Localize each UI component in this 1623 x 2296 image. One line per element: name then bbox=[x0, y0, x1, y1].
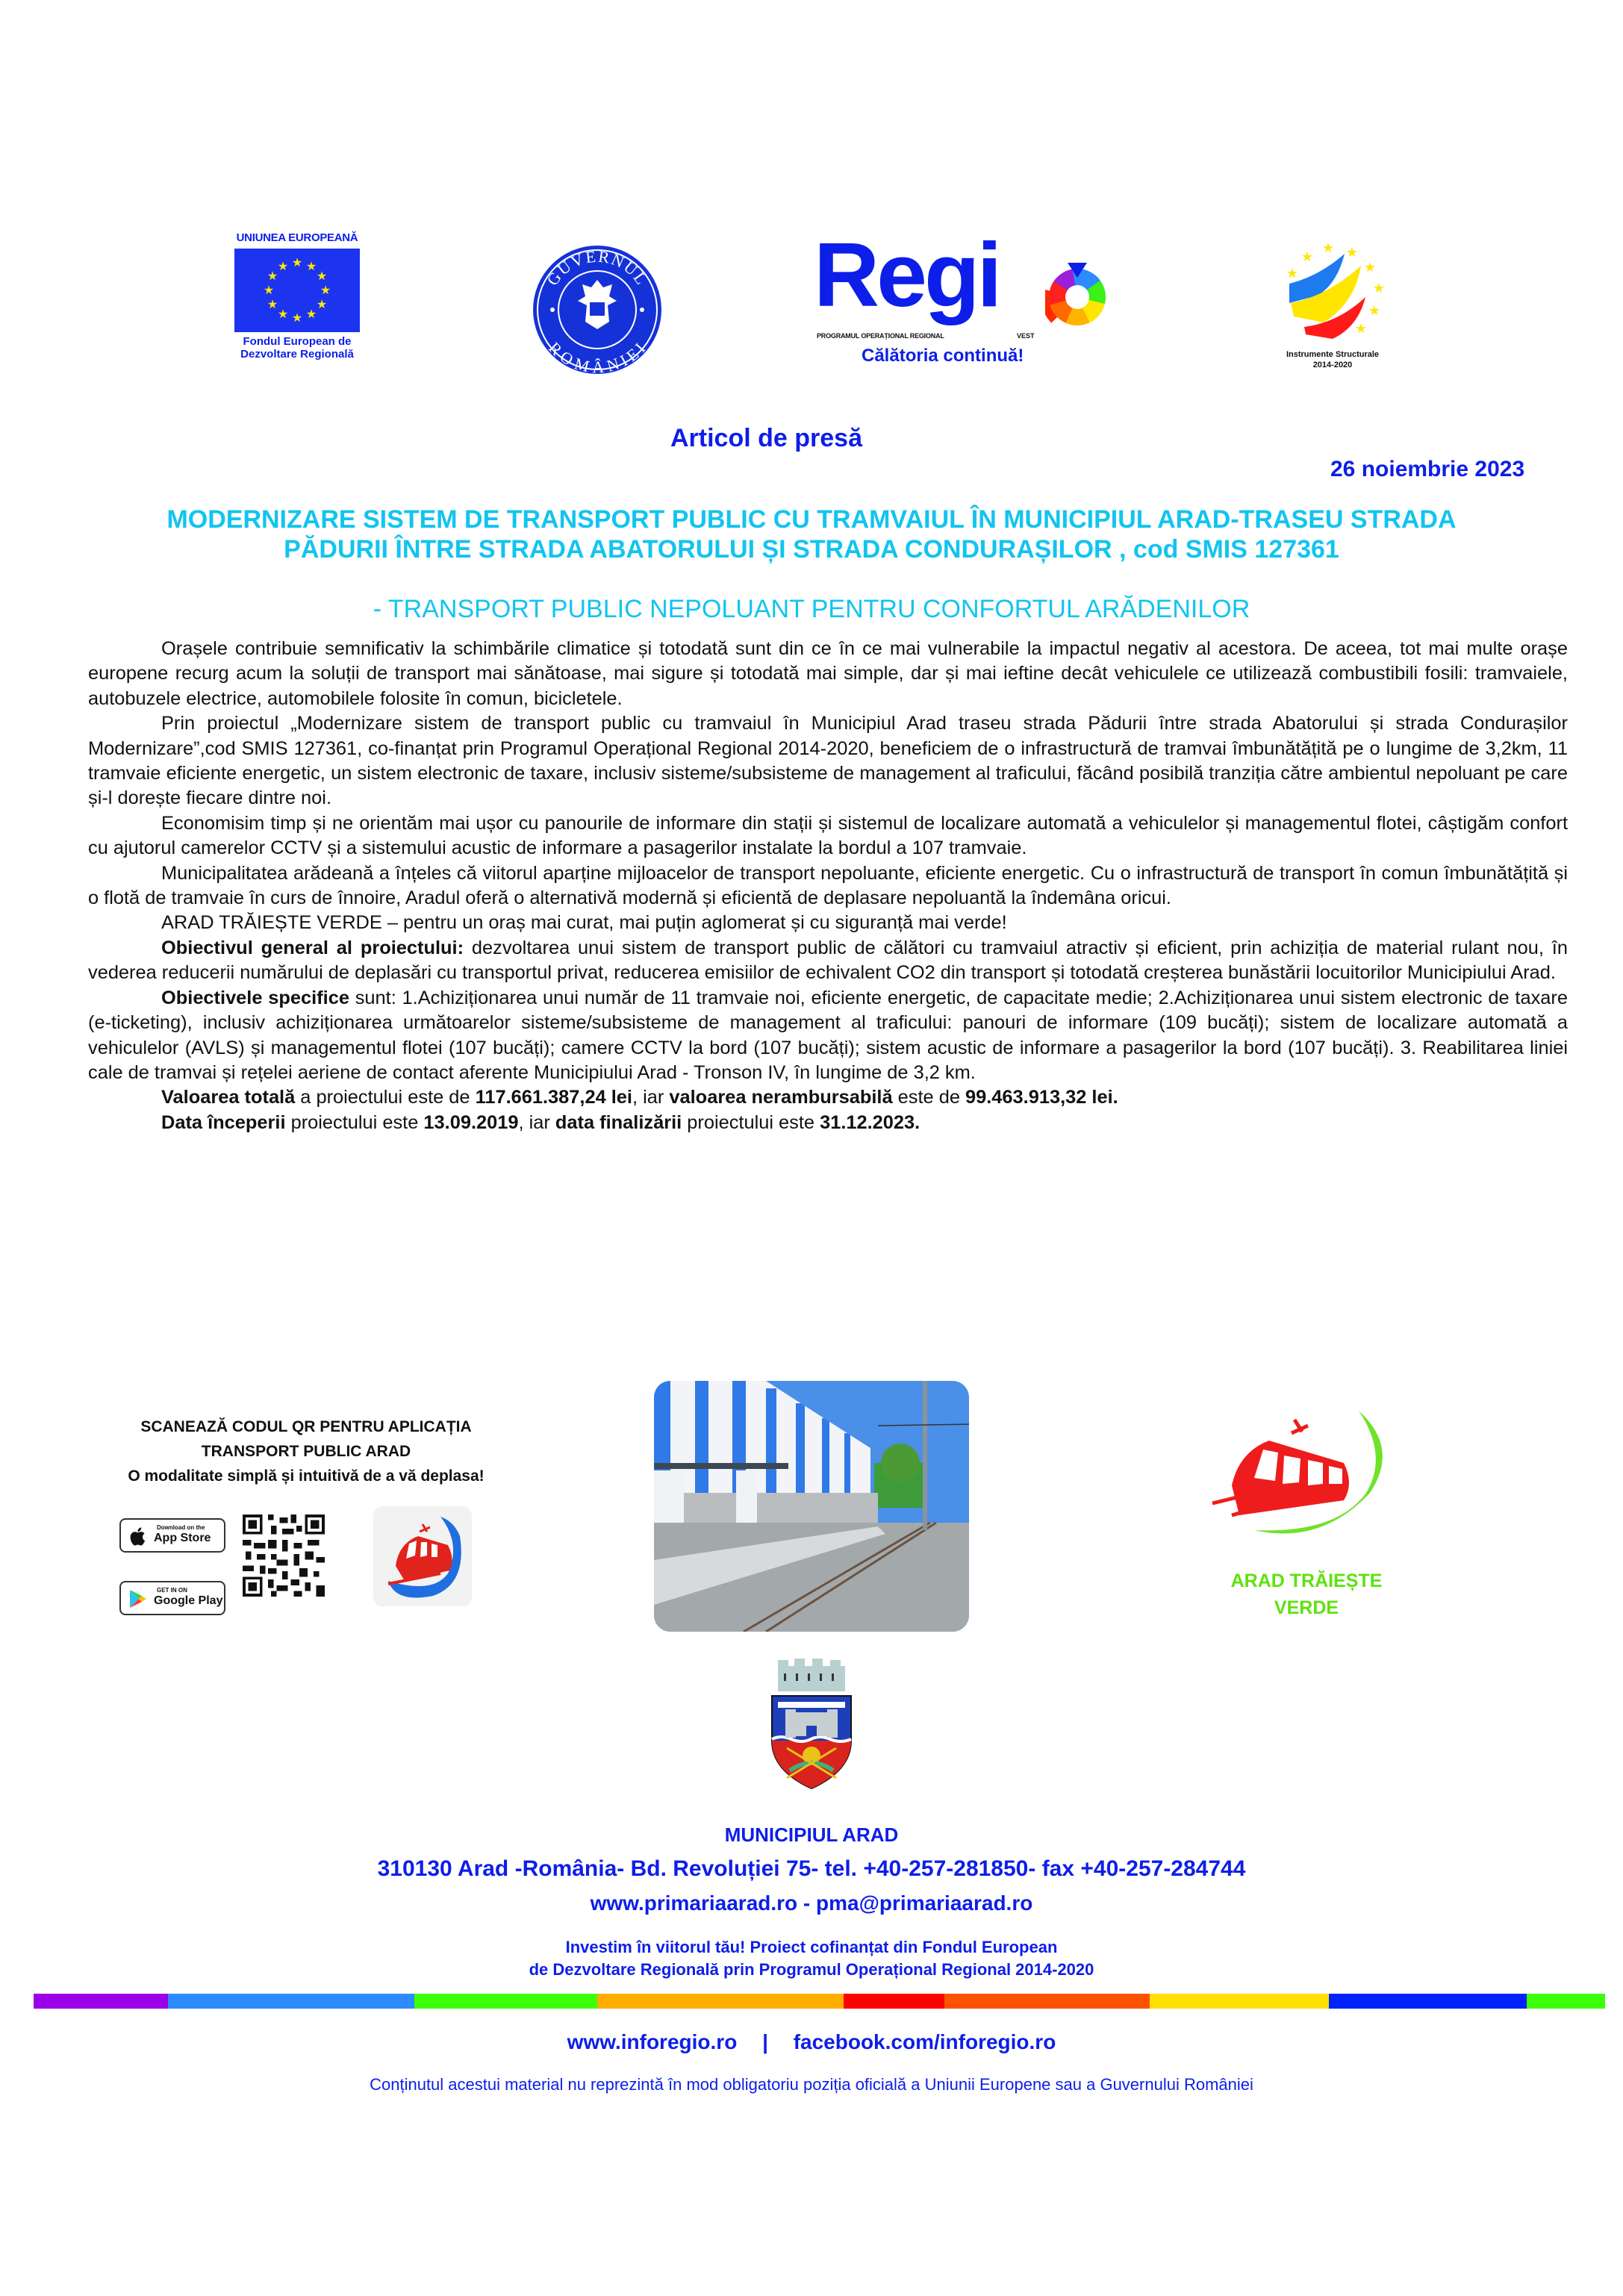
investment-line-2: de Dezvoltare Regională prin Programul Operațional Regional 2014-2020 bbox=[529, 1960, 1094, 1979]
svg-text:★: ★ bbox=[1368, 303, 1381, 318]
svg-text:★: ★ bbox=[1354, 321, 1368, 336]
seal-bottom-text: ROMÂNIEI bbox=[545, 338, 650, 377]
structural-instruments-logo bbox=[1250, 231, 1415, 381]
specific-objectives-text: sunt: 1.Achiziționarea unui număr de 11 tramvaie noi, eficiente energetic, de capacitate medie; 2.Achiziționarea unui sistem electronic de taxare (e-ticketing), inclusiv achiziționarea următoarelor sisteme/subsisteme de management al traficului: panouri de informare (109 bucăți); sistem de localizare automată a vehiculelor (AVLS) și managementul flotei (107 bucăți); camere CCTV la bord (107 bucăți); sistem acustic de informare a pasagerilor la bord (107 bucăți). 3. Reabilitarea liniei cale de tramvai și rețelei aeriene de contact aferente Municipiului Arad - Tronson IV, în lungime de 3,2 km. bbox=[88, 987, 1568, 1083]
svg-text:★: ★ bbox=[277, 308, 289, 321]
article-subtitle: - TRANSPORT PUBLIC NEPOLUANT PENTRU CONFORTUL ARĂDENILOR bbox=[373, 595, 1250, 623]
non-reimbursable-value: 99.463.913,32 lei. bbox=[965, 1087, 1118, 1108]
structural-instruments-line1: Instrumente Structurale bbox=[1286, 350, 1380, 359]
investment-line-1: Investim în viitorul tău! Proiect cofinanțat din Fondul European bbox=[565, 1938, 1058, 1956]
paragraph-general-objective bbox=[88, 936, 1568, 986]
svg-text:★: ★ bbox=[263, 284, 275, 297]
article-label: Articol de presă bbox=[670, 424, 862, 452]
footer-disclaimer: Conținutul acestui material nu reprezintă în mod obligatoriu poziția oficială a Uniunii Europene sau a Guvernului României bbox=[370, 2075, 1253, 2094]
svg-text:★: ★ bbox=[291, 257, 303, 269]
paragraph-project-dates bbox=[88, 1111, 1568, 1135]
general-objective-text: dezvoltarea unui sistem de transport public de călători cu tramvaiul atractiv și eficient, prin achiziția de material rulant nou, în vederea reducerii numărului de deplasări cu transportul privat, reducerea emisiilor de echivalent CO2 din transport și totodată creșterea bunăstării locuitorilor Municipiului Arad. bbox=[88, 937, 1568, 984]
municipality-name: MUNICIPIUL ARAD bbox=[724, 1824, 899, 1846]
structural-instruments-caption bbox=[1258, 349, 1407, 370]
eu-logo-title: UNIUNEA EUROPEANĂ bbox=[236, 231, 358, 244]
article-title bbox=[45, 505, 1578, 564]
svg-text:★: ★ bbox=[267, 270, 278, 283]
svg-text:★: ★ bbox=[320, 284, 331, 297]
google-play-label: Google Play bbox=[154, 1594, 223, 1607]
regio-wordmark: Regi bbox=[814, 224, 1000, 325]
svg-text:★: ★ bbox=[1345, 245, 1359, 260]
article-date: 26 noiembrie 2023 bbox=[1330, 457, 1525, 481]
svg-text:★: ★ bbox=[277, 261, 289, 273]
title-line-2: PĂDURII ÎNTRE STRADA ABATORULUI ȘI STRADA CONDURAȘILOR , cod SMIS 127361 bbox=[284, 535, 1339, 564]
article-body bbox=[88, 637, 1568, 1135]
google-play-badge[interactable] bbox=[119, 1581, 225, 1615]
svg-text:★: ★ bbox=[291, 312, 303, 325]
qr-code-icon[interactable] bbox=[243, 1508, 325, 1603]
app-store-label: App Store bbox=[154, 1532, 211, 1544]
paragraph-4: Municipalitatea arădeană a înțeles că viitorul aparține mijloacelor de transport nepoluante, eficiente energetic. Cu o infrastructură de transport în comun îmbunătățită și o flotă de tramvaie în curs de înnoire, Aradul oferă o alternativă modernă și eficientă de deplasare nepoluantă la îndemâna oricui. bbox=[88, 862, 1568, 909]
apple-icon bbox=[130, 1526, 148, 1547]
value-text: este de bbox=[892, 1087, 965, 1108]
value-text: , iar bbox=[632, 1087, 670, 1108]
start-date: 13.09.2019 bbox=[423, 1111, 519, 1133]
svg-text:★: ★ bbox=[1363, 260, 1377, 275]
svg-text:★: ★ bbox=[267, 299, 278, 311]
eu-logo-caption-2: Dezvoltare Regională bbox=[240, 348, 354, 361]
paragraph-1: Orașele contribuie semnificativ la schimbările climatice și totodată sunt din ce în ce mai vulnerabile la impactul negativ al acestora. De aceea, tot mai multe orașe europene recurg acum la soluții de transport mai sănătoase, mai sigure și totodată mai simple, dar și mai ieftine decât vehiculele ce utilizează combustibili fosili: tramvaiele, autobuzele electrice, automobilele folosite în comun, bicicletele. bbox=[88, 638, 1568, 709]
svg-text:★: ★ bbox=[1372, 281, 1386, 296]
svg-text:★: ★ bbox=[1300, 249, 1314, 264]
transport-app-icon[interactable] bbox=[373, 1506, 472, 1606]
app-store-small-text: Download on the bbox=[157, 1524, 205, 1531]
eu-logo-caption-1: Fondul European de bbox=[243, 335, 352, 348]
paragraph-project-value bbox=[88, 1085, 1568, 1110]
paragraph-3: Economisim timp și ne orientăm mai ușor cu panourile de informare din stații și sistemul de localizare automată a vehiculelor și managementul flotei, câștigăm confort cu ajutorul camerelor CCTV și a sistemului acustic de informare a pasagerilor instalate la bordul a 107 tramvaie. bbox=[88, 812, 1568, 859]
general-objective-label: Obiectivul general al proiectului: bbox=[161, 937, 464, 958]
non-reimbursable-label: valoarea nerambursabilă bbox=[669, 1087, 893, 1108]
svg-text:★: ★ bbox=[305, 308, 317, 321]
qr-heading-1: SCANEAZĂ CODUL QR PENTRU APLICAȚIA bbox=[140, 1418, 472, 1435]
regio-logo bbox=[814, 224, 1127, 377]
tram-station-photo bbox=[654, 1381, 969, 1632]
footer-links bbox=[75, 2030, 1548, 2054]
paragraph-specific-objectives bbox=[88, 986, 1568, 1086]
start-date-label: Data începerii bbox=[161, 1111, 286, 1133]
paragraph-2: Prin proiectul „Modernizare sistem de transport public cu tramvaiul în Municipiul Arad traseu strada Pădurii între strada Abatorului și strada Condurașilor Modernizare”,cod SMIS 127361, co-finanțat prin Programul Operațional Regional 2014-2020, beneficiem de o infrastructură de tramvai îmbunătățită pe o lungime de 3,2km, 11 tramvaie eficiente energetic, un sistem electronic de taxare, inclusiv sisteme/subsisteme de management al traficului, făcând posibilă tranziția către ambientul nepoluant pe care și-l dorește fiecare dintre noi. bbox=[88, 713, 1568, 809]
date-text: , iar bbox=[518, 1111, 555, 1133]
facebook-link[interactable]: facebook.com/inforegio.ro bbox=[793, 2030, 1056, 2053]
arad-verde-line2: VERDE bbox=[1274, 1597, 1339, 1618]
seal-top-text: GUVERNUL bbox=[543, 246, 652, 290]
svg-text:★: ★ bbox=[305, 261, 317, 273]
eu-flag-icon bbox=[234, 249, 360, 332]
end-date-label: data finalizării bbox=[555, 1111, 682, 1133]
paragraph-5: ARAD TRĂIEȘTE VERDE – pentru un oraș mai curat, mai puțin aglomerat și cu siguranță mai verde! bbox=[161, 912, 1007, 934]
municipality-contact bbox=[75, 1821, 1548, 1981]
google-play-small-text: GET IN ON bbox=[157, 1587, 187, 1594]
qr-heading-3: O modalitate simplă și intuitivă de a vă deplasa! bbox=[128, 1467, 485, 1485]
date-text: proiectului este bbox=[285, 1111, 424, 1133]
value-text: a proiectului este de bbox=[295, 1087, 476, 1108]
regio-color-wheel-icon bbox=[1045, 261, 1109, 325]
regio-region-text: VEST bbox=[1017, 332, 1035, 340]
arad-traieste-verde-caption bbox=[1194, 1567, 1418, 1621]
regio-program-text: PROGRAMUL OPERAȚIONAL REGIONAL bbox=[817, 332, 944, 340]
title-line-1: MODERNIZARE SISTEM DE TRANSPORT PUBLIC CU TRAMVAIUL ÎN MUNICIPIUL ARAD-TRASEU STRADA bbox=[166, 505, 1457, 534]
end-date: 31.12.2023. bbox=[820, 1111, 920, 1133]
municipality-web-email[interactable]: www.primariaarad.ro - pma@primariaarad.ro bbox=[590, 1891, 1033, 1915]
regio-tagline: Călătoria continuă! bbox=[862, 346, 1024, 366]
total-value: 117.661.387,24 lei bbox=[475, 1087, 632, 1108]
inforegio-link[interactable]: www.inforegio.ro bbox=[567, 2030, 738, 2053]
svg-text:★: ★ bbox=[316, 299, 328, 311]
qr-app-section bbox=[82, 1414, 530, 1488]
footer-separator: | bbox=[762, 2030, 768, 2053]
qr-heading-2: TRANSPORT PUBLIC ARAD bbox=[201, 1443, 411, 1460]
app-store-badge[interactable] bbox=[119, 1518, 225, 1553]
svg-text:★: ★ bbox=[1286, 266, 1299, 281]
google-play-icon bbox=[128, 1588, 148, 1609]
svg-text:★: ★ bbox=[1321, 240, 1335, 255]
date-text: proiectului este bbox=[682, 1111, 820, 1133]
svg-text:★: ★ bbox=[316, 270, 328, 283]
arad-coat-of-arms-icon bbox=[767, 1659, 856, 1790]
total-value-label: Valoarea totală bbox=[161, 1087, 296, 1108]
eu-logo bbox=[230, 231, 364, 361]
municipality-address: 310130 Arad -România- Bd. Revoluției 75- tel. +40-257-281850- fax +40-257-284744 bbox=[377, 1856, 1246, 1881]
arad-verde-line1: ARAD TRĂIEȘTE bbox=[1230, 1570, 1383, 1591]
rainbow-divider bbox=[34, 1994, 1605, 2009]
specific-objectives-label: Obiectivele specifice bbox=[161, 987, 349, 1008]
government-seal-logo bbox=[530, 243, 664, 377]
structural-instruments-line2: 2014-2020 bbox=[1312, 361, 1353, 369]
arad-traieste-verde-logo bbox=[1209, 1403, 1404, 1553]
